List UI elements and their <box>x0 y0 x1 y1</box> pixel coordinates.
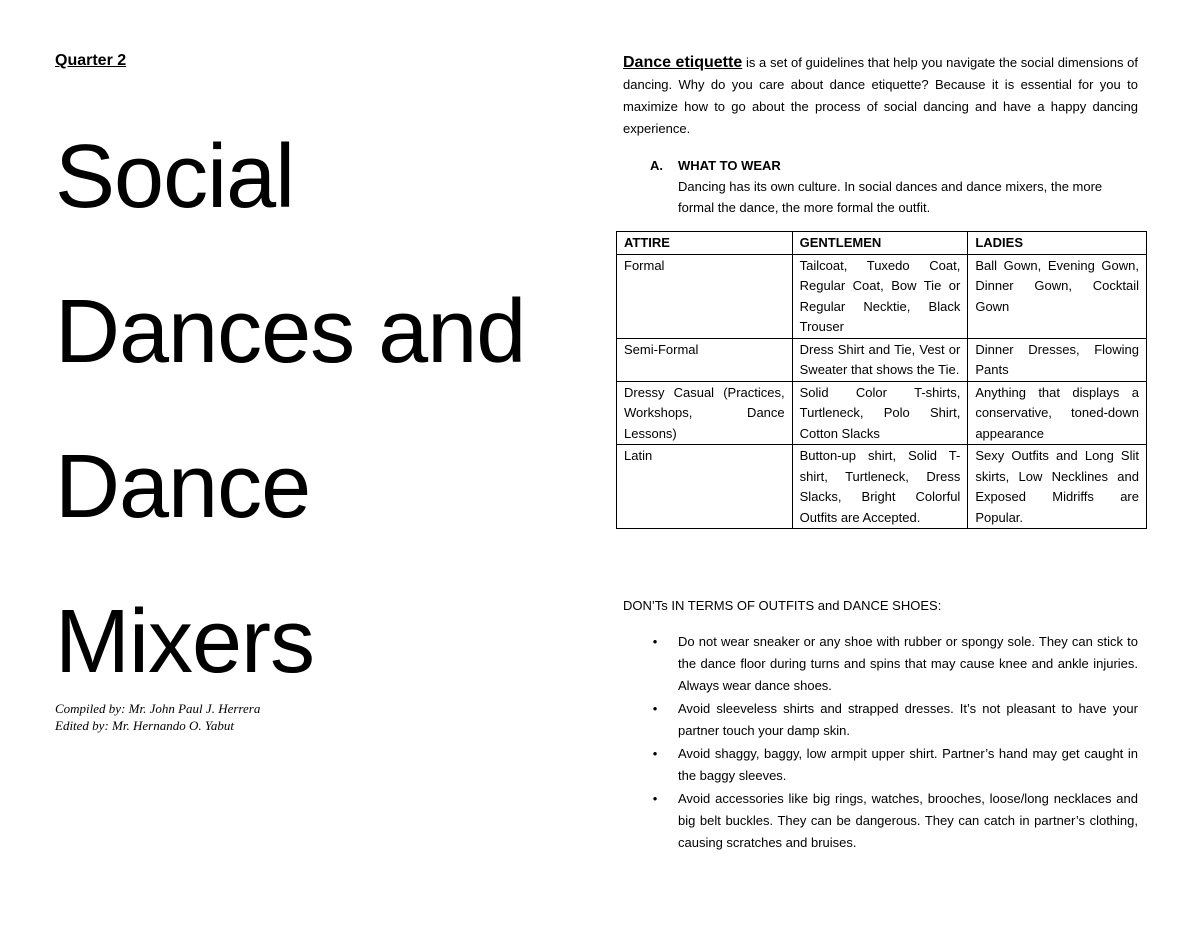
table-cell: Anything that displays a conservative, toned-down appearance <box>968 381 1147 445</box>
table-cell: Solid Color T-shirts, Turtleneck, Polo Shirt, Cotton Slacks <box>792 381 968 445</box>
title-line: Dances and <box>55 282 526 382</box>
table-cell: Ball Gown, Evening Gown, Dinner Gown, Cocktail Gown <box>968 254 1147 338</box>
title-line: Dance <box>55 437 311 537</box>
section-letter: A. <box>650 158 663 173</box>
table-cell: Sexy Outfits and Long Slit skirts, Low Necklines and Exposed Midriffs are Popular. <box>968 445 1147 529</box>
bullet-icon: • <box>652 701 658 716</box>
list-item-text: Avoid accessories like big rings, watches, brooches, loose/long necklaces and big belt buckles. They can be dangerous. They can catch in partner’s clothing, causing scratches and bruises. <box>678 791 1138 850</box>
table-row <box>617 381 1147 445</box>
bullet-icon: • <box>652 791 658 806</box>
donts-list <box>650 631 1138 855</box>
section-heading <box>650 155 1138 176</box>
list-item-text: Do not wear sneaker or any shoe with rubber or spongy sole. They can stick to the dance floor during turns and spins that may cause knee and ankle injuries. Always wear dance shoes. <box>678 634 1138 693</box>
bullet-icon: • <box>652 634 658 649</box>
intro-term: Dance etiquette <box>623 54 743 71</box>
list-item <box>650 743 1138 787</box>
quarter-label: Quarter 2 <box>55 52 127 69</box>
list-item-text: Avoid sleeveless shirts and strapped dresses. It’s not pleasant to have your partner touch your damp skin. <box>678 701 1138 738</box>
section-what-to-wear <box>650 155 1138 218</box>
table-cell: Latin <box>617 445 793 529</box>
table-cell: Dinner Dresses, Flowing Pants <box>968 338 1147 381</box>
column-header: ATTIRE <box>617 232 793 255</box>
table-cell: Semi-Formal <box>617 338 793 381</box>
edited-by: Edited by: Mr. Hernando O. Yabut <box>55 718 234 733</box>
intro-paragraph <box>623 52 1138 140</box>
intro-text: is a set of guidelines that help you navigate the social dimensions of dancing. Why do you care about dance etiquette? Because it is essential for you to maximize how to go about the process of social dancing and have a happy dancing experience. <box>623 55 1139 136</box>
table-cell: Dressy Casual (Practices, Workshops, Dance Lessons) <box>617 381 793 445</box>
table-cell: Formal <box>617 254 793 338</box>
section-heading-text: WHAT TO WEAR <box>678 158 781 173</box>
table-cell: Dress Shirt and Tie, Vest or Sweater that shows the Tie. <box>792 338 968 381</box>
list-item <box>650 788 1138 854</box>
list-item <box>650 698 1138 742</box>
table-header-row <box>617 232 1147 255</box>
list-item-text: Avoid shaggy, baggy, low armpit upper shirt. Partner’s hand may get caught in the baggy sleeves. <box>678 746 1138 783</box>
table-cell: Button-up shirt, Solid T-shirt, Turtleneck, Dress Slacks, Bright Colorful Outfits are Accepted. <box>792 445 968 529</box>
column-header: LADIES <box>968 232 1147 255</box>
table-row <box>617 445 1147 529</box>
table-row <box>617 338 1147 381</box>
table-row <box>617 254 1147 338</box>
section-description: Dancing has its own culture. In social dances and dance mixers, the more formal the dance, the more formal the outfit. <box>678 179 1103 215</box>
column-header: GENTLEMEN <box>792 232 968 255</box>
list-item <box>650 631 1138 697</box>
donts-heading: DON’Ts IN TERMS OF OUTFITS and DANCE SHOES: <box>623 598 942 613</box>
title-line: Social <box>55 127 295 227</box>
bullet-icon: • <box>652 746 658 761</box>
page-title <box>55 100 595 720</box>
credits <box>55 700 260 734</box>
attire-table <box>616 231 1147 529</box>
compiled-by: Compiled by: Mr. John Paul J. Herrera <box>55 701 261 716</box>
table-cell: Tailcoat, Tuxedo Coat, Regular Coat, Bow Tie or Regular Necktie, Black Trouser <box>792 254 968 338</box>
title-line: Mixers <box>55 592 314 692</box>
